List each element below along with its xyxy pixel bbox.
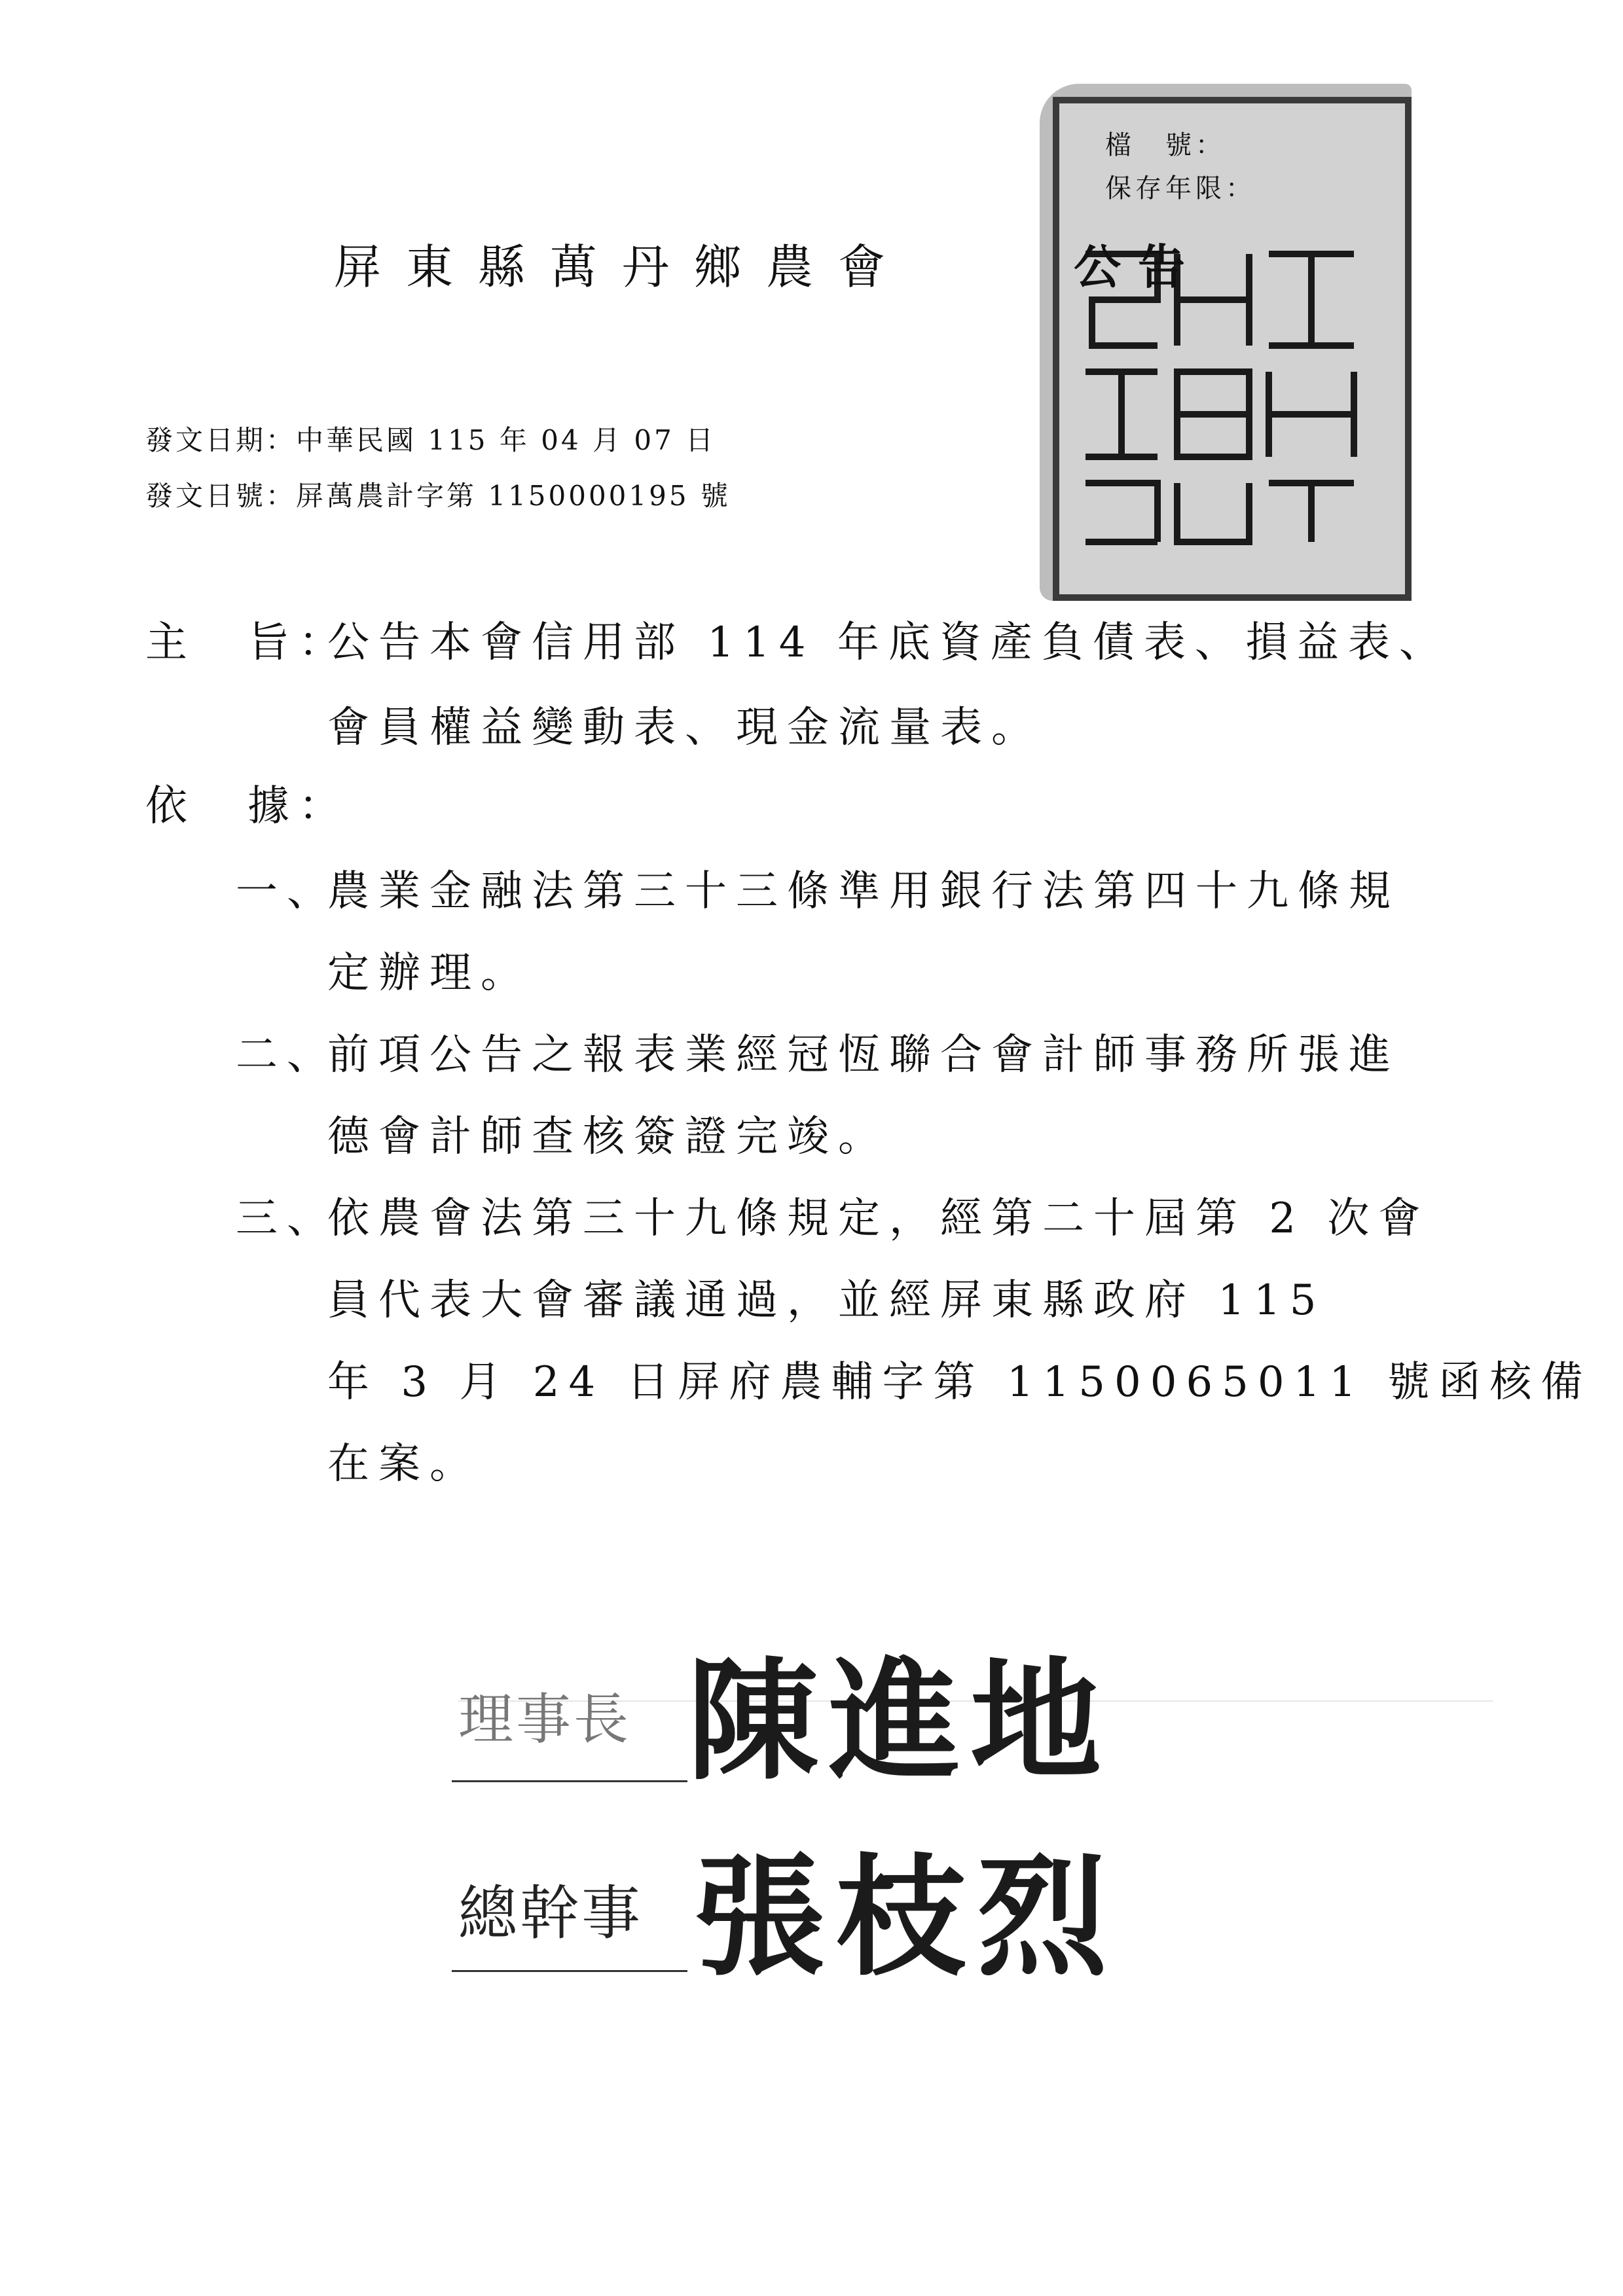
basis-label: 依 據： (145, 782, 350, 831)
subject-label: 主 旨： (145, 619, 350, 667)
basis-item-3-line-4: 在案。 (327, 1440, 481, 1488)
basis-item-2-line-2: 德會計師查核簽證完竣。 (327, 1113, 889, 1161)
stamp-file-no-label: 檔 號： (1105, 130, 1226, 160)
chairman-signature: 陳進地 (687, 1644, 1112, 1798)
basis-item-3-line-2: 員代表大會審議通過，並經屏東縣政府 115 (327, 1276, 1326, 1325)
basis-item-2-num: 二、 (236, 1031, 338, 1079)
document-type: 公告 (1074, 239, 1203, 295)
issue-number: 發文日號：屏萬農計字第 1150000195 號 (145, 480, 731, 512)
basis-item-3-line-3: 年 3 月 24 日屏府農輔字第 1150065011 號函核備 (327, 1358, 1592, 1407)
basis-item-2-line-1: 前項公告之報表業經冠恆聯合會計師事務所張進 (327, 1031, 1400, 1079)
general-manager-title: 總幹事 (458, 1879, 643, 1948)
basis-item-1-line-1: 農業金融法第三十三條準用銀行法第四十九條規 (327, 867, 1400, 916)
stamp-retention-label: 保存年限： (1105, 173, 1256, 204)
basis-item-1-line-2: 定辦理。 (327, 949, 532, 997)
basis-item-3-num: 三、 (236, 1194, 338, 1243)
general-manager-signature-line (452, 1970, 687, 1972)
chairman-signature-line (452, 1780, 687, 1782)
basis-item-3-line-1: 依農會法第三十九條規定，經第二十屆第 2 次會 (327, 1194, 1430, 1243)
chairman-title: 理事長 (458, 1687, 632, 1751)
official-seal-stamp (1040, 84, 1412, 601)
general-manager-signature: 張枝烈 (694, 1840, 1119, 1994)
issue-date: 發文日期：中華民國 115 年 04 月 07 日 (145, 424, 716, 456)
subject-line-2: 會員權益變動表、現金流量表。 (327, 704, 1042, 752)
basis-item-1-num: 一、 (236, 867, 338, 916)
organization-name: 屏東縣萬丹鄉農會 (334, 240, 911, 295)
subject-line-1: 公告本會信用部 114 年底資產負債表、損益表、 (327, 619, 1450, 667)
